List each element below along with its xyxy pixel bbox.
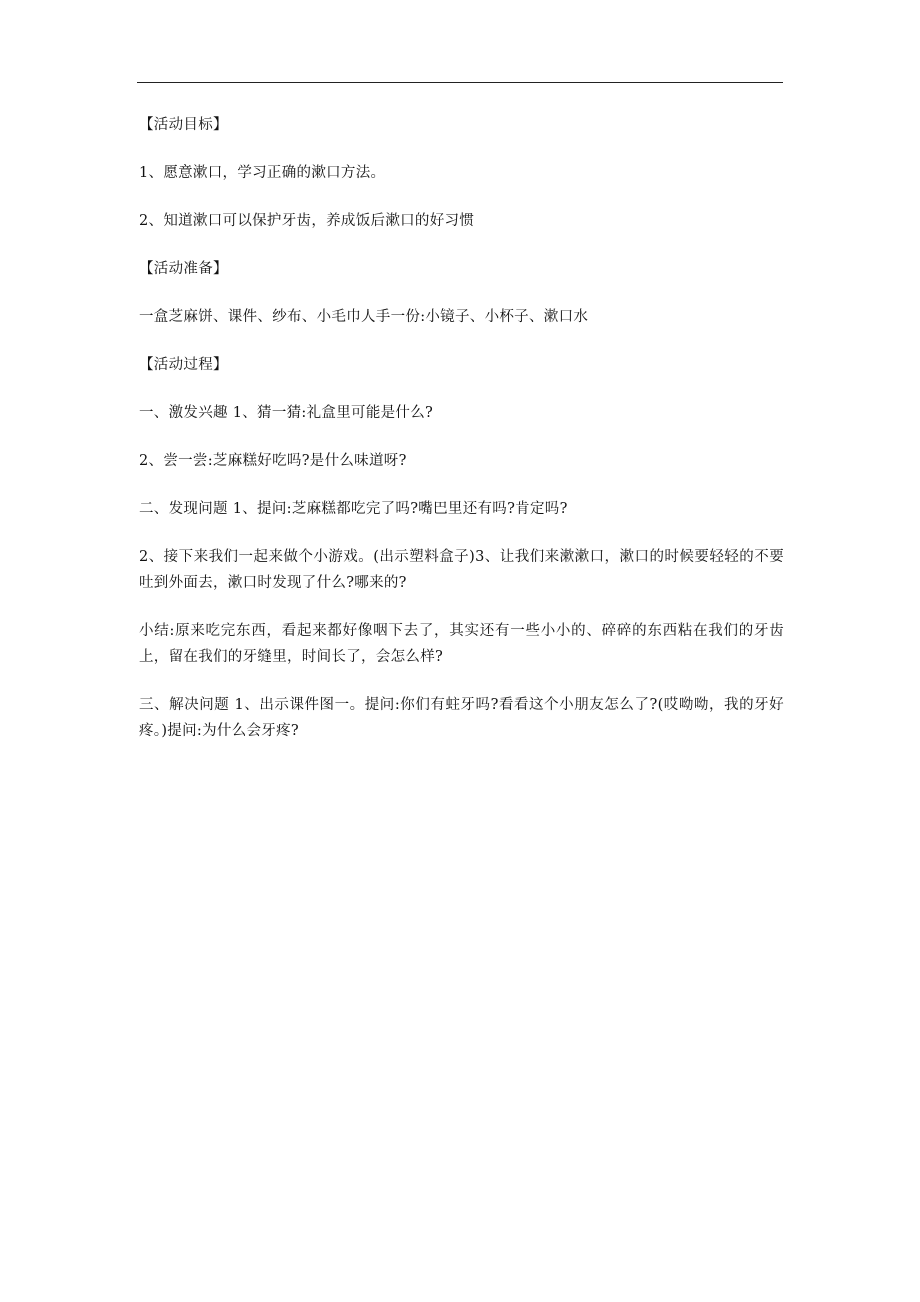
section-heading-objectives: 【活动目标】 — [139, 117, 228, 133]
preparation-text: 一盒芝麻饼、课件、纱布、小毛巾人手一份:小镜子、小杯子、漱口水 — [139, 309, 589, 325]
process-step-5: 三、解决问题 1、出示课件图一。提问:你们有蛀牙吗?看看这个小朋友怎么了?(哎呦呦，我的牙好疼。)提问:为什么会牙疼? — [139, 697, 784, 739]
objective-item-2: 2、知道漱口可以保护牙齿，养成饭后漱口的好习惯 — [139, 213, 475, 229]
document-body — [139, 112, 784, 766]
process-summary: 小结:原来吃完东西，看起来都好像咽下去了，其实还有一些小小的、碎碎的东西粘在我们的牙齿上，留在我们的牙缝里，时间长了，会怎么样? — [139, 623, 784, 665]
header-rule — [137, 82, 783, 83]
process-step-1: 一、激发兴趣 1、猜一猜:礼盒里可能是什么? — [139, 405, 434, 421]
section-heading-process: 【活动过程】 — [139, 357, 228, 373]
objective-item-1: 1、愿意漱口，学习正确的漱口方法。 — [139, 165, 386, 181]
process-step-3: 二、发现问题 1、提问:芝麻糕都吃完了吗?嘴巴里还有吗?肯定吗? — [139, 501, 568, 517]
process-step-2: 2、尝一尝:芝麻糕好吃吗?是什么味道呀? — [139, 453, 407, 469]
section-heading-preparation: 【活动准备】 — [139, 261, 228, 277]
process-step-4: 2、接下来我们一起来做个小游戏。(出示塑料盒子)3、让我们来漱漱口，漱口的时候要轻轻的不要吐到外面去，漱口时发现了什么?哪来的? — [139, 549, 784, 591]
